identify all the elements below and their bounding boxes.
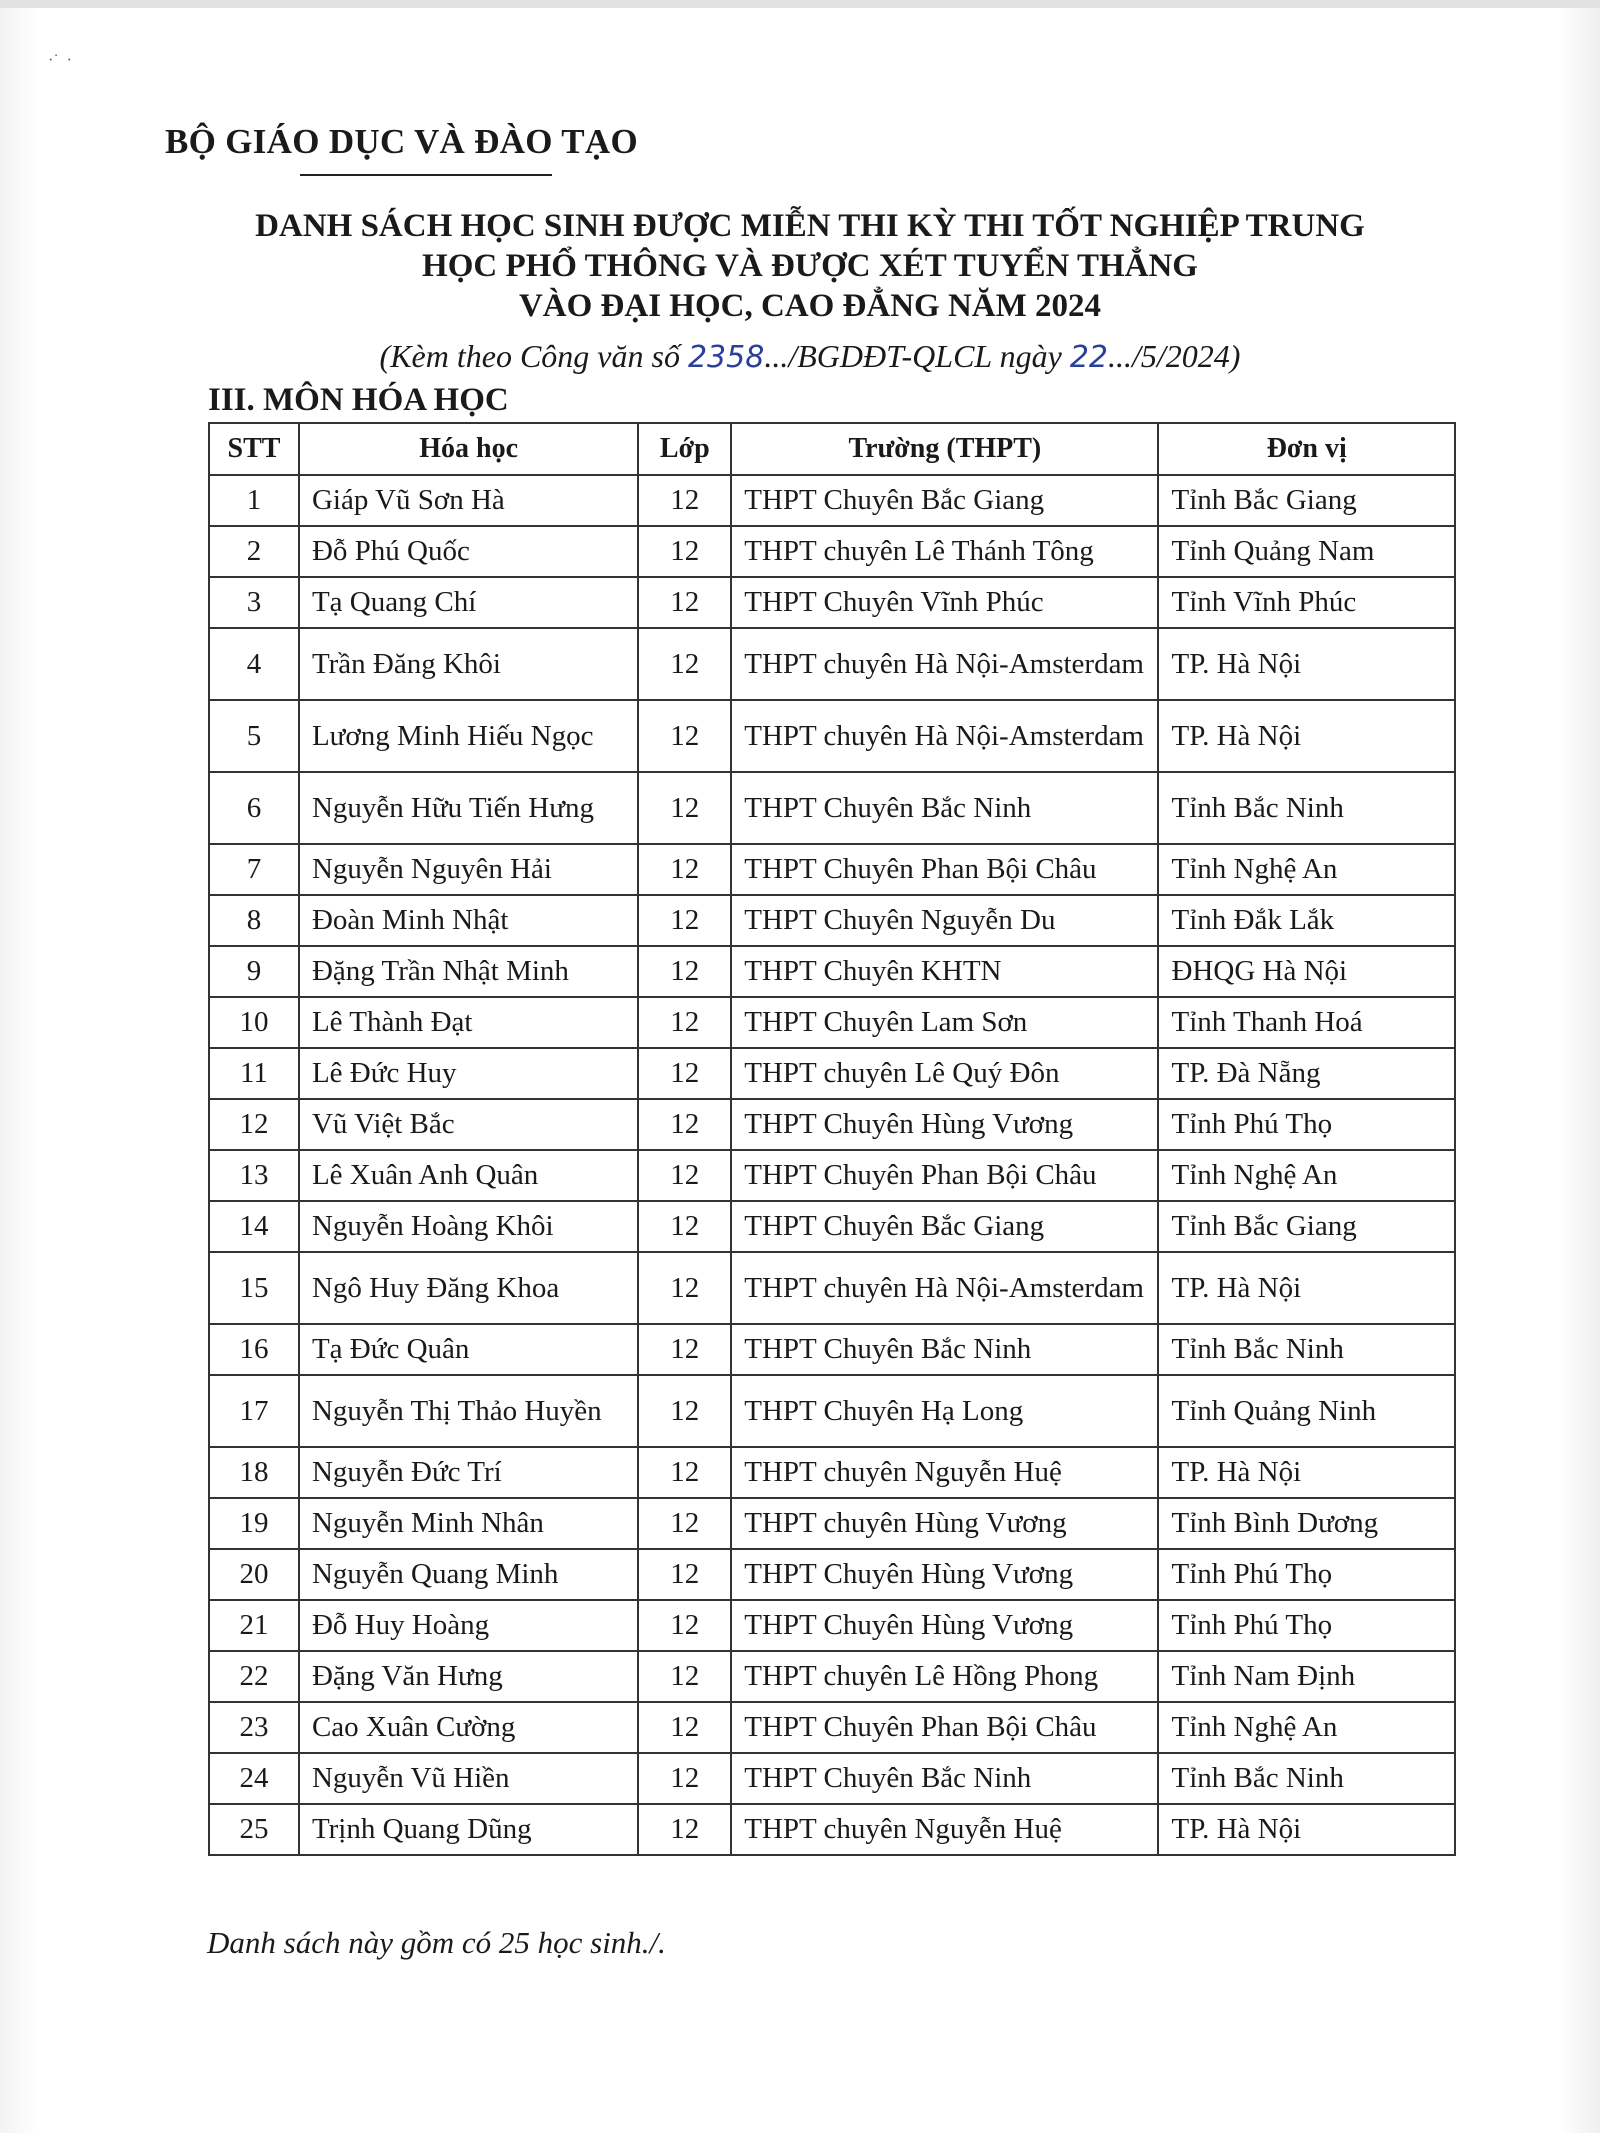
- cell-name: Lê Thành Đạt: [299, 997, 638, 1048]
- cell-stt: 12: [209, 1099, 299, 1150]
- cell-stt: 9: [209, 946, 299, 997]
- cell-name: Tạ Quang Chí: [299, 577, 638, 628]
- cell-stt: 13: [209, 1150, 299, 1201]
- cell-unit: Tỉnh Thanh Hoá: [1158, 997, 1455, 1048]
- cell-grade: 12: [638, 577, 731, 628]
- reference-prefix: (Kèm theo Công văn số: [379, 338, 688, 374]
- table-header-row: [209, 423, 1455, 475]
- ministry-name: BỘ GIÁO DỤC VÀ ĐÀO TẠO: [165, 122, 638, 161]
- cell-grade: 12: [638, 1252, 731, 1324]
- cell-school: THPT Chuyên Hạ Long: [731, 1375, 1158, 1447]
- cell-school: THPT Chuyên Bắc Ninh: [731, 772, 1158, 844]
- table-row: [209, 1201, 1455, 1252]
- cell-name: Đoàn Minh Nhật: [299, 895, 638, 946]
- cell-grade: 12: [638, 1702, 731, 1753]
- cell-stt: 25: [209, 1804, 299, 1855]
- cell-unit: Tỉnh Bắc Ninh: [1158, 772, 1455, 844]
- cell-name: Giáp Vũ Sơn Hà: [299, 475, 638, 526]
- cell-grade: 12: [638, 772, 731, 844]
- title-line: VÀO ĐẠI HỌC, CAO ĐẲNG NĂM 2024: [518, 288, 1102, 324]
- cell-stt: 7: [209, 844, 299, 895]
- cell-name: Trịnh Quang Dũng: [299, 1804, 638, 1855]
- title-line: HỌC PHỔ THÔNG VÀ ĐƯỢC XÉT TUYỂN THẲNG: [422, 248, 1198, 284]
- cell-school: THPT Chuyên Hùng Vương: [731, 1549, 1158, 1600]
- cell-stt: 20: [209, 1549, 299, 1600]
- cell-stt: 10: [209, 997, 299, 1048]
- cell-school: THPT Chuyên Hùng Vương: [731, 1099, 1158, 1150]
- cell-grade: 12: [638, 628, 731, 700]
- cell-grade: 12: [638, 1600, 731, 1651]
- cell-stt: 3: [209, 577, 299, 628]
- cell-stt: 11: [209, 1048, 299, 1099]
- scan-edge: [0, 0, 1600, 8]
- cell-grade: 12: [638, 1804, 731, 1855]
- table-row: [209, 577, 1455, 628]
- cell-school: THPT Chuyên Lam Sơn: [731, 997, 1158, 1048]
- cell-stt: 2: [209, 526, 299, 577]
- cell-school: THPT Chuyên Vĩnh Phúc: [731, 577, 1158, 628]
- cell-unit: TP. Hà Nội: [1158, 628, 1455, 700]
- cell-unit: ĐHQG Hà Nội: [1158, 946, 1455, 997]
- handwritten-number: 2358: [687, 340, 765, 375]
- table-row: [209, 700, 1455, 772]
- cell-school: THPT chuyên Lê Quý Đôn: [731, 1048, 1158, 1099]
- cell-name: Đặng Văn Hưng: [299, 1651, 638, 1702]
- cell-unit: Tỉnh Quảng Nam: [1158, 526, 1455, 577]
- table-row: [209, 1753, 1455, 1804]
- handwritten-day: 22: [1069, 340, 1109, 375]
- cell-stt: 22: [209, 1651, 299, 1702]
- scan-specks: ·˙ ·: [48, 52, 72, 69]
- cell-school: THPT Chuyên KHTN: [731, 946, 1158, 997]
- cell-school: THPT Chuyên Phan Bội Châu: [731, 1702, 1158, 1753]
- cell-unit: Tỉnh Nghệ An: [1158, 844, 1455, 895]
- document-title: [160, 206, 1460, 326]
- cell-name: Cao Xuân Cường: [299, 1702, 638, 1753]
- table-row: [209, 1324, 1455, 1375]
- cell-school: THPT Chuyên Hùng Vương: [731, 1600, 1158, 1651]
- cell-stt: 24: [209, 1753, 299, 1804]
- table-row: [209, 1375, 1455, 1447]
- cell-unit: Tỉnh Phú Thọ: [1158, 1600, 1455, 1651]
- cell-school: THPT Chuyên Bắc Ninh: [731, 1753, 1158, 1804]
- table-row: [209, 1651, 1455, 1702]
- cell-name: Đỗ Huy Hoàng: [299, 1600, 638, 1651]
- cell-unit: Tỉnh Bình Dương: [1158, 1498, 1455, 1549]
- table-row: [209, 1804, 1455, 1855]
- cell-stt: 4: [209, 628, 299, 700]
- cell-unit: Tỉnh Vĩnh Phúc: [1158, 577, 1455, 628]
- cell-school: THPT chuyên Lê Hồng Phong: [731, 1651, 1158, 1702]
- cell-school: THPT Chuyên Bắc Giang: [731, 475, 1158, 526]
- cell-stt: 15: [209, 1252, 299, 1324]
- student-table: [208, 422, 1456, 1856]
- reference-middle: .../BGDĐT-QLCL ngày: [764, 338, 1070, 374]
- cell-unit: Tỉnh Nghệ An: [1158, 1702, 1455, 1753]
- table-row: [209, 1549, 1455, 1600]
- cell-grade: 12: [638, 844, 731, 895]
- cell-name: Nguyễn Vũ Hiền: [299, 1753, 638, 1804]
- cell-grade: 12: [638, 997, 731, 1048]
- cell-stt: 1: [209, 475, 299, 526]
- cell-grade: 12: [638, 1150, 731, 1201]
- cell-unit: Tỉnh Bắc Ninh: [1158, 1753, 1455, 1804]
- cell-unit: Tỉnh Nam Định: [1158, 1651, 1455, 1702]
- cell-school: THPT chuyên Lê Thánh Tông: [731, 526, 1158, 577]
- cell-grade: 12: [638, 946, 731, 997]
- cell-stt: 8: [209, 895, 299, 946]
- cell-name: Nguyễn Đức Trí: [299, 1447, 638, 1498]
- table-row: [209, 1702, 1455, 1753]
- cell-stt: 14: [209, 1201, 299, 1252]
- cell-grade: 12: [638, 1201, 731, 1252]
- cell-name: Lê Xuân Anh Quân: [299, 1150, 638, 1201]
- cell-school: THPT chuyên Hùng Vương: [731, 1498, 1158, 1549]
- cell-school: THPT Chuyên Phan Bội Châu: [731, 1150, 1158, 1201]
- cell-stt: 21: [209, 1600, 299, 1651]
- cell-school: THPT Chuyên Bắc Ninh: [731, 1324, 1158, 1375]
- cell-unit: Tỉnh Quảng Ninh: [1158, 1375, 1455, 1447]
- table-row: [209, 1252, 1455, 1324]
- cell-unit: Tỉnh Phú Thọ: [1158, 1099, 1455, 1150]
- cell-name: Lê Đức Huy: [299, 1048, 638, 1099]
- cell-unit: TP. Hà Nội: [1158, 1252, 1455, 1324]
- cell-school: THPT chuyên Nguyễn Huệ: [731, 1447, 1158, 1498]
- cell-unit: Tỉnh Nghệ An: [1158, 1150, 1455, 1201]
- header-name: Hóa học: [299, 423, 638, 475]
- table-row: [209, 1447, 1455, 1498]
- cell-unit: Tỉnh Đắk Lắk: [1158, 895, 1455, 946]
- cell-grade: 12: [638, 1048, 731, 1099]
- cell-unit: Tỉnh Bắc Giang: [1158, 475, 1455, 526]
- table-row: [209, 628, 1455, 700]
- cell-grade: 12: [638, 1375, 731, 1447]
- cell-grade: 12: [638, 895, 731, 946]
- title-line: DANH SÁCH HỌC SINH ĐƯỢC MIỄN THI KỲ THI TỐT NGHIỆP TRUNG: [255, 208, 1365, 244]
- cell-name: Đặng Trần Nhật Minh: [299, 946, 638, 997]
- cell-name: Nguyễn Hoàng Khôi: [299, 1201, 638, 1252]
- cell-unit: TP. Hà Nội: [1158, 700, 1455, 772]
- cell-stt: 19: [209, 1498, 299, 1549]
- table-row: [209, 1600, 1455, 1651]
- cell-name: Trần Đăng Khôi: [299, 628, 638, 700]
- cell-stt: 17: [209, 1375, 299, 1447]
- cell-stt: 16: [209, 1324, 299, 1375]
- ministry-underline: [300, 174, 552, 176]
- reference-line: [160, 338, 1460, 375]
- cell-name: Nguyễn Nguyên Hải: [299, 844, 638, 895]
- table-row: [209, 1099, 1455, 1150]
- cell-grade: 12: [638, 1099, 731, 1150]
- cell-unit: Tỉnh Bắc Giang: [1158, 1201, 1455, 1252]
- cell-grade: 12: [638, 700, 731, 772]
- cell-school: THPT chuyên Hà Nội-Amsterdam: [731, 700, 1158, 772]
- header-grade: Lớp: [638, 423, 731, 475]
- table-row: [209, 895, 1455, 946]
- header-unit: Đơn vị: [1158, 423, 1455, 475]
- table-row: [209, 997, 1455, 1048]
- cell-grade: 12: [638, 475, 731, 526]
- cell-unit: TP. Đà Nẵng: [1158, 1048, 1455, 1099]
- cell-name: Nguyễn Thị Thảo Huyền: [299, 1375, 638, 1447]
- cell-grade: 12: [638, 526, 731, 577]
- cell-unit: TP. Hà Nội: [1158, 1447, 1455, 1498]
- cell-name: Nguyễn Quang Minh: [299, 1549, 638, 1600]
- cell-grade: 12: [638, 1498, 731, 1549]
- cell-stt: 18: [209, 1447, 299, 1498]
- table-row: [209, 1048, 1455, 1099]
- section-title: III. MÔN HÓA HỌC: [208, 382, 509, 418]
- table-row: [209, 1150, 1455, 1201]
- table-row: [209, 946, 1455, 997]
- cell-unit: TP. Hà Nội: [1158, 1804, 1455, 1855]
- cell-name: Nguyễn Hữu Tiến Hưng: [299, 772, 638, 844]
- cell-school: THPT chuyên Hà Nội-Amsterdam: [731, 628, 1158, 700]
- table-row: [209, 475, 1455, 526]
- cell-school: THPT chuyên Hà Nội-Amsterdam: [731, 1252, 1158, 1324]
- cell-school: THPT chuyên Nguyễn Huệ: [731, 1804, 1158, 1855]
- cell-stt: 6: [209, 772, 299, 844]
- cell-stt: 5: [209, 700, 299, 772]
- header-school: Trường (THPT): [731, 423, 1158, 475]
- cell-name: Nguyễn Minh Nhân: [299, 1498, 638, 1549]
- cell-grade: 12: [638, 1753, 731, 1804]
- table-row: [209, 844, 1455, 895]
- cell-grade: 12: [638, 1549, 731, 1600]
- cell-name: Ngô Huy Đăng Khoa: [299, 1252, 638, 1324]
- cell-grade: 12: [638, 1324, 731, 1375]
- cell-unit: Tỉnh Bắc Ninh: [1158, 1324, 1455, 1375]
- table-row: [209, 772, 1455, 844]
- cell-name: Đỗ Phú Quốc: [299, 526, 638, 577]
- cell-unit: Tỉnh Phú Thọ: [1158, 1549, 1455, 1600]
- cell-name: Tạ Đức Quân: [299, 1324, 638, 1375]
- cell-grade: 12: [638, 1651, 731, 1702]
- cell-grade: 12: [638, 1447, 731, 1498]
- table-row: [209, 526, 1455, 577]
- cell-school: THPT Chuyên Bắc Giang: [731, 1201, 1158, 1252]
- header-stt: STT: [209, 423, 299, 475]
- footer-note: Danh sách này gồm có 25 học sinh./.: [207, 1925, 666, 1960]
- cell-school: THPT Chuyên Phan Bội Châu: [731, 844, 1158, 895]
- table-row: [209, 1498, 1455, 1549]
- cell-name: Vũ Việt Bắc: [299, 1099, 638, 1150]
- cell-school: THPT Chuyên Nguyễn Du: [731, 895, 1158, 946]
- cell-name: Lương Minh Hiếu Ngọc: [299, 700, 638, 772]
- cell-stt: 23: [209, 1702, 299, 1753]
- reference-suffix: .../5/2024): [1108, 338, 1241, 374]
